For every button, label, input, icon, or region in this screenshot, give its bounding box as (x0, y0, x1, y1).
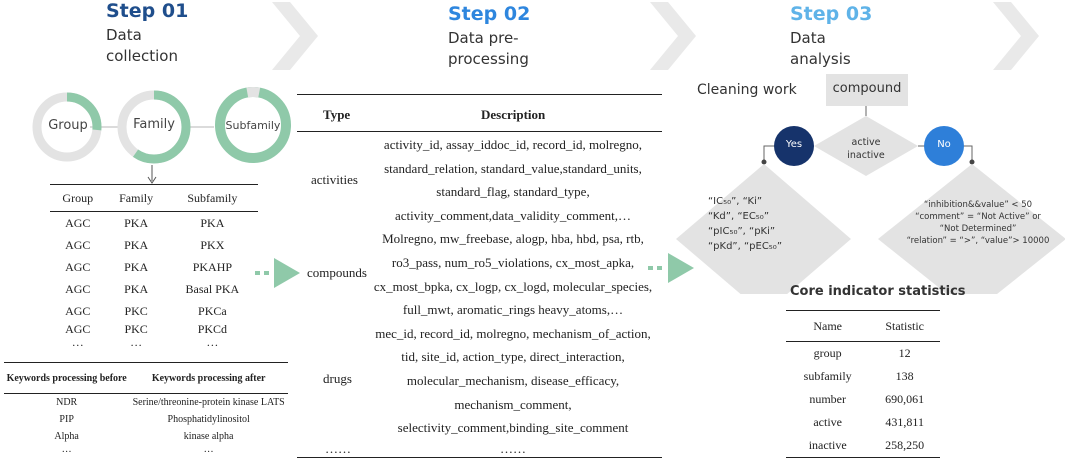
ring-label-subfamily: Subfamily (225, 119, 281, 132)
description-line: standard_relation, standard_value,standard_units, (384, 160, 642, 176)
stats-table-header: Statistic (885, 318, 925, 333)
table-row: inactive 258,250 (808, 438, 925, 452)
description-line: mechanism_comment, (454, 396, 572, 412)
chevron-2 (650, 2, 696, 70)
yes-label: Yes (785, 139, 803, 150)
step-2-subtitle: Data pre- processing (448, 29, 529, 68)
step-3-title: Step 03 (790, 3, 873, 25)
table-row: … … … (71, 335, 219, 349)
table-row: NDR Serine/threonine-protein kinase LATS (56, 397, 285, 408)
description-line: molecular_mechanism, disease_efficacy, (406, 372, 620, 388)
step-3-subtitle: Data analysis (790, 29, 851, 68)
description-line: …… (500, 440, 526, 456)
description-line: selectivity_comment,binding_site_comment (397, 420, 629, 436)
stats-table-header: Name (813, 318, 842, 333)
type-compounds: compounds (307, 265, 367, 280)
description-line: ro3_pass, num_ro5_violations, cx_most_apka, (391, 254, 635, 270)
table-row: AGC PKC PKCd (65, 322, 228, 336)
table-row: active 431,811 (813, 415, 924, 429)
no-criteria: “inhibition&&value” < 50 “comment” = “Not Active” or “Not Determined” “relation” = “>”, “value”> 10000 (906, 200, 1050, 246)
connector-dash (255, 271, 260, 275)
ring-label-group: Group (48, 118, 88, 133)
type-drugs: drugs (323, 371, 352, 386)
keyword-table-header: Keywords processing before (6, 372, 127, 384)
description-header: Description (481, 107, 546, 122)
chevron-3 (993, 2, 1039, 70)
description-line: mec_id, record_id, molregno, mechanism_of_action, (375, 325, 651, 341)
table-row: AGC PKA Basal PKA (65, 281, 240, 296)
yes-criteria: “IC₅₀”, “Ki” “Kd”, “EC₅₀” “pIC₅₀”, “pKi” “pKd”, “pEC₅₀” (708, 196, 782, 252)
description-line: activity_comment,data_validity_comment,… (394, 207, 632, 223)
cleaning-work-label: Cleaning work (697, 82, 797, 98)
step-1-title: Step 01 (106, 0, 189, 22)
no-label: No (937, 139, 951, 150)
type-ellipsis: …… (325, 441, 351, 456)
family-table-header: Family (119, 190, 154, 205)
description-line: full_mwt, aromatic_rings heavy_atoms,… (402, 302, 624, 318)
family-table (50, 184, 258, 347)
table-row: AGC PKC PKCa (65, 303, 227, 318)
chevron-1 (272, 2, 318, 70)
table-row: … … (61, 444, 214, 455)
type-activities: activities (311, 172, 358, 187)
family-table-header: Group (62, 190, 94, 205)
table-row: subfamily 138 (803, 369, 914, 383)
description-line: tid, site_id, action_type, direct_interaction, (401, 349, 625, 365)
description-line: Molregno, mw_freebase, alogp, hba, hbd, psa, rtb, (382, 231, 644, 247)
connector-dash (264, 271, 269, 275)
description-line: cx_most_bpka, cx_logp, cx_logd, molecular_species, (373, 278, 653, 294)
keyword-table-header: Keywords processing after (151, 372, 266, 384)
family-table-header: Subfamily (187, 190, 238, 205)
table-row: group 12 (813, 346, 911, 360)
description-column (367, 133, 659, 458)
step-1-subtitle: Data collection (106, 26, 178, 65)
type-description-table (297, 94, 662, 458)
compound-label: compound (832, 81, 902, 96)
core-statistics-title: Core indicator statistics (790, 284, 966, 299)
table-row: AGC PKA PKX (65, 237, 225, 252)
step-2-title: Step 02 (448, 3, 531, 25)
type-header: Type (323, 107, 351, 122)
description-line: standard_flag, standard_type, (436, 184, 590, 200)
keyword-table (4, 362, 288, 455)
table-row: AGC PKA PKAHP (65, 259, 233, 274)
table-row: Alpha kinase alpha (54, 431, 234, 442)
table-row: number 690,061 (809, 392, 925, 406)
stats-table (786, 310, 940, 458)
decision-label: active inactive (847, 137, 885, 161)
description-line: activity_id, assay_iddoc_id, record_id, molregno, (383, 137, 643, 152)
table-row: AGC PKA PKA (65, 215, 225, 230)
ring-label-family: Family (133, 117, 175, 132)
table-row: PIP Phosphatidylinositol (59, 414, 250, 425)
